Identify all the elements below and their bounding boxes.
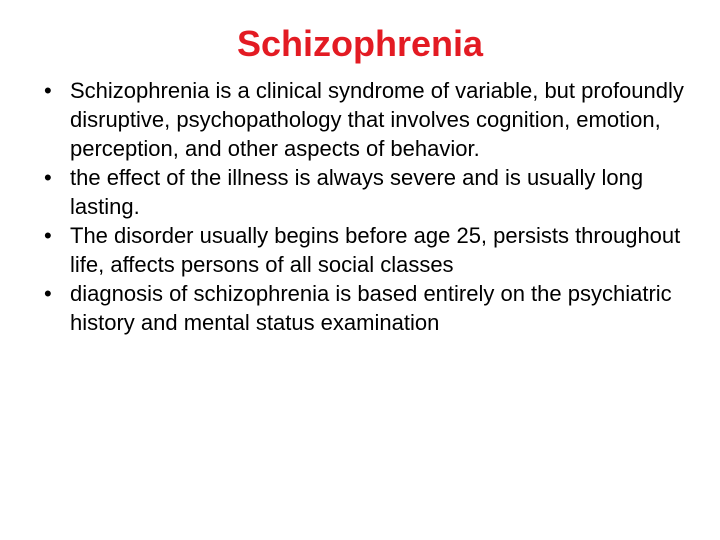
bullet-text: diagnosis of schizophrenia is based entirely on the psychiatric history and mental status examination — [70, 281, 672, 335]
bullet-glyph: • — [44, 281, 52, 306]
bullet-item — [44, 76, 684, 163]
bullet-glyph: • — [44, 78, 52, 103]
bullet-glyph: • — [44, 165, 52, 190]
bullet-item — [44, 163, 684, 221]
bullet-list — [44, 76, 684, 337]
bullet-glyph: • — [44, 223, 52, 248]
bullet-text: Schizophrenia is a clinical syndrome of variable, but profoundly disruptive, psychopathology that involves cognition, emotion, perception, and other aspects of behavior. — [70, 78, 684, 161]
bullet-text: The disorder usually begins before age 25, persists throughout life, affects persons of all social classes — [70, 223, 681, 277]
slide-title: Schizophrenia — [236, 23, 484, 64]
bullet-item — [44, 279, 684, 337]
bullet-text: the effect of the illness is always severe and is usually long lasting. — [70, 165, 644, 219]
bullet-item — [44, 221, 684, 279]
